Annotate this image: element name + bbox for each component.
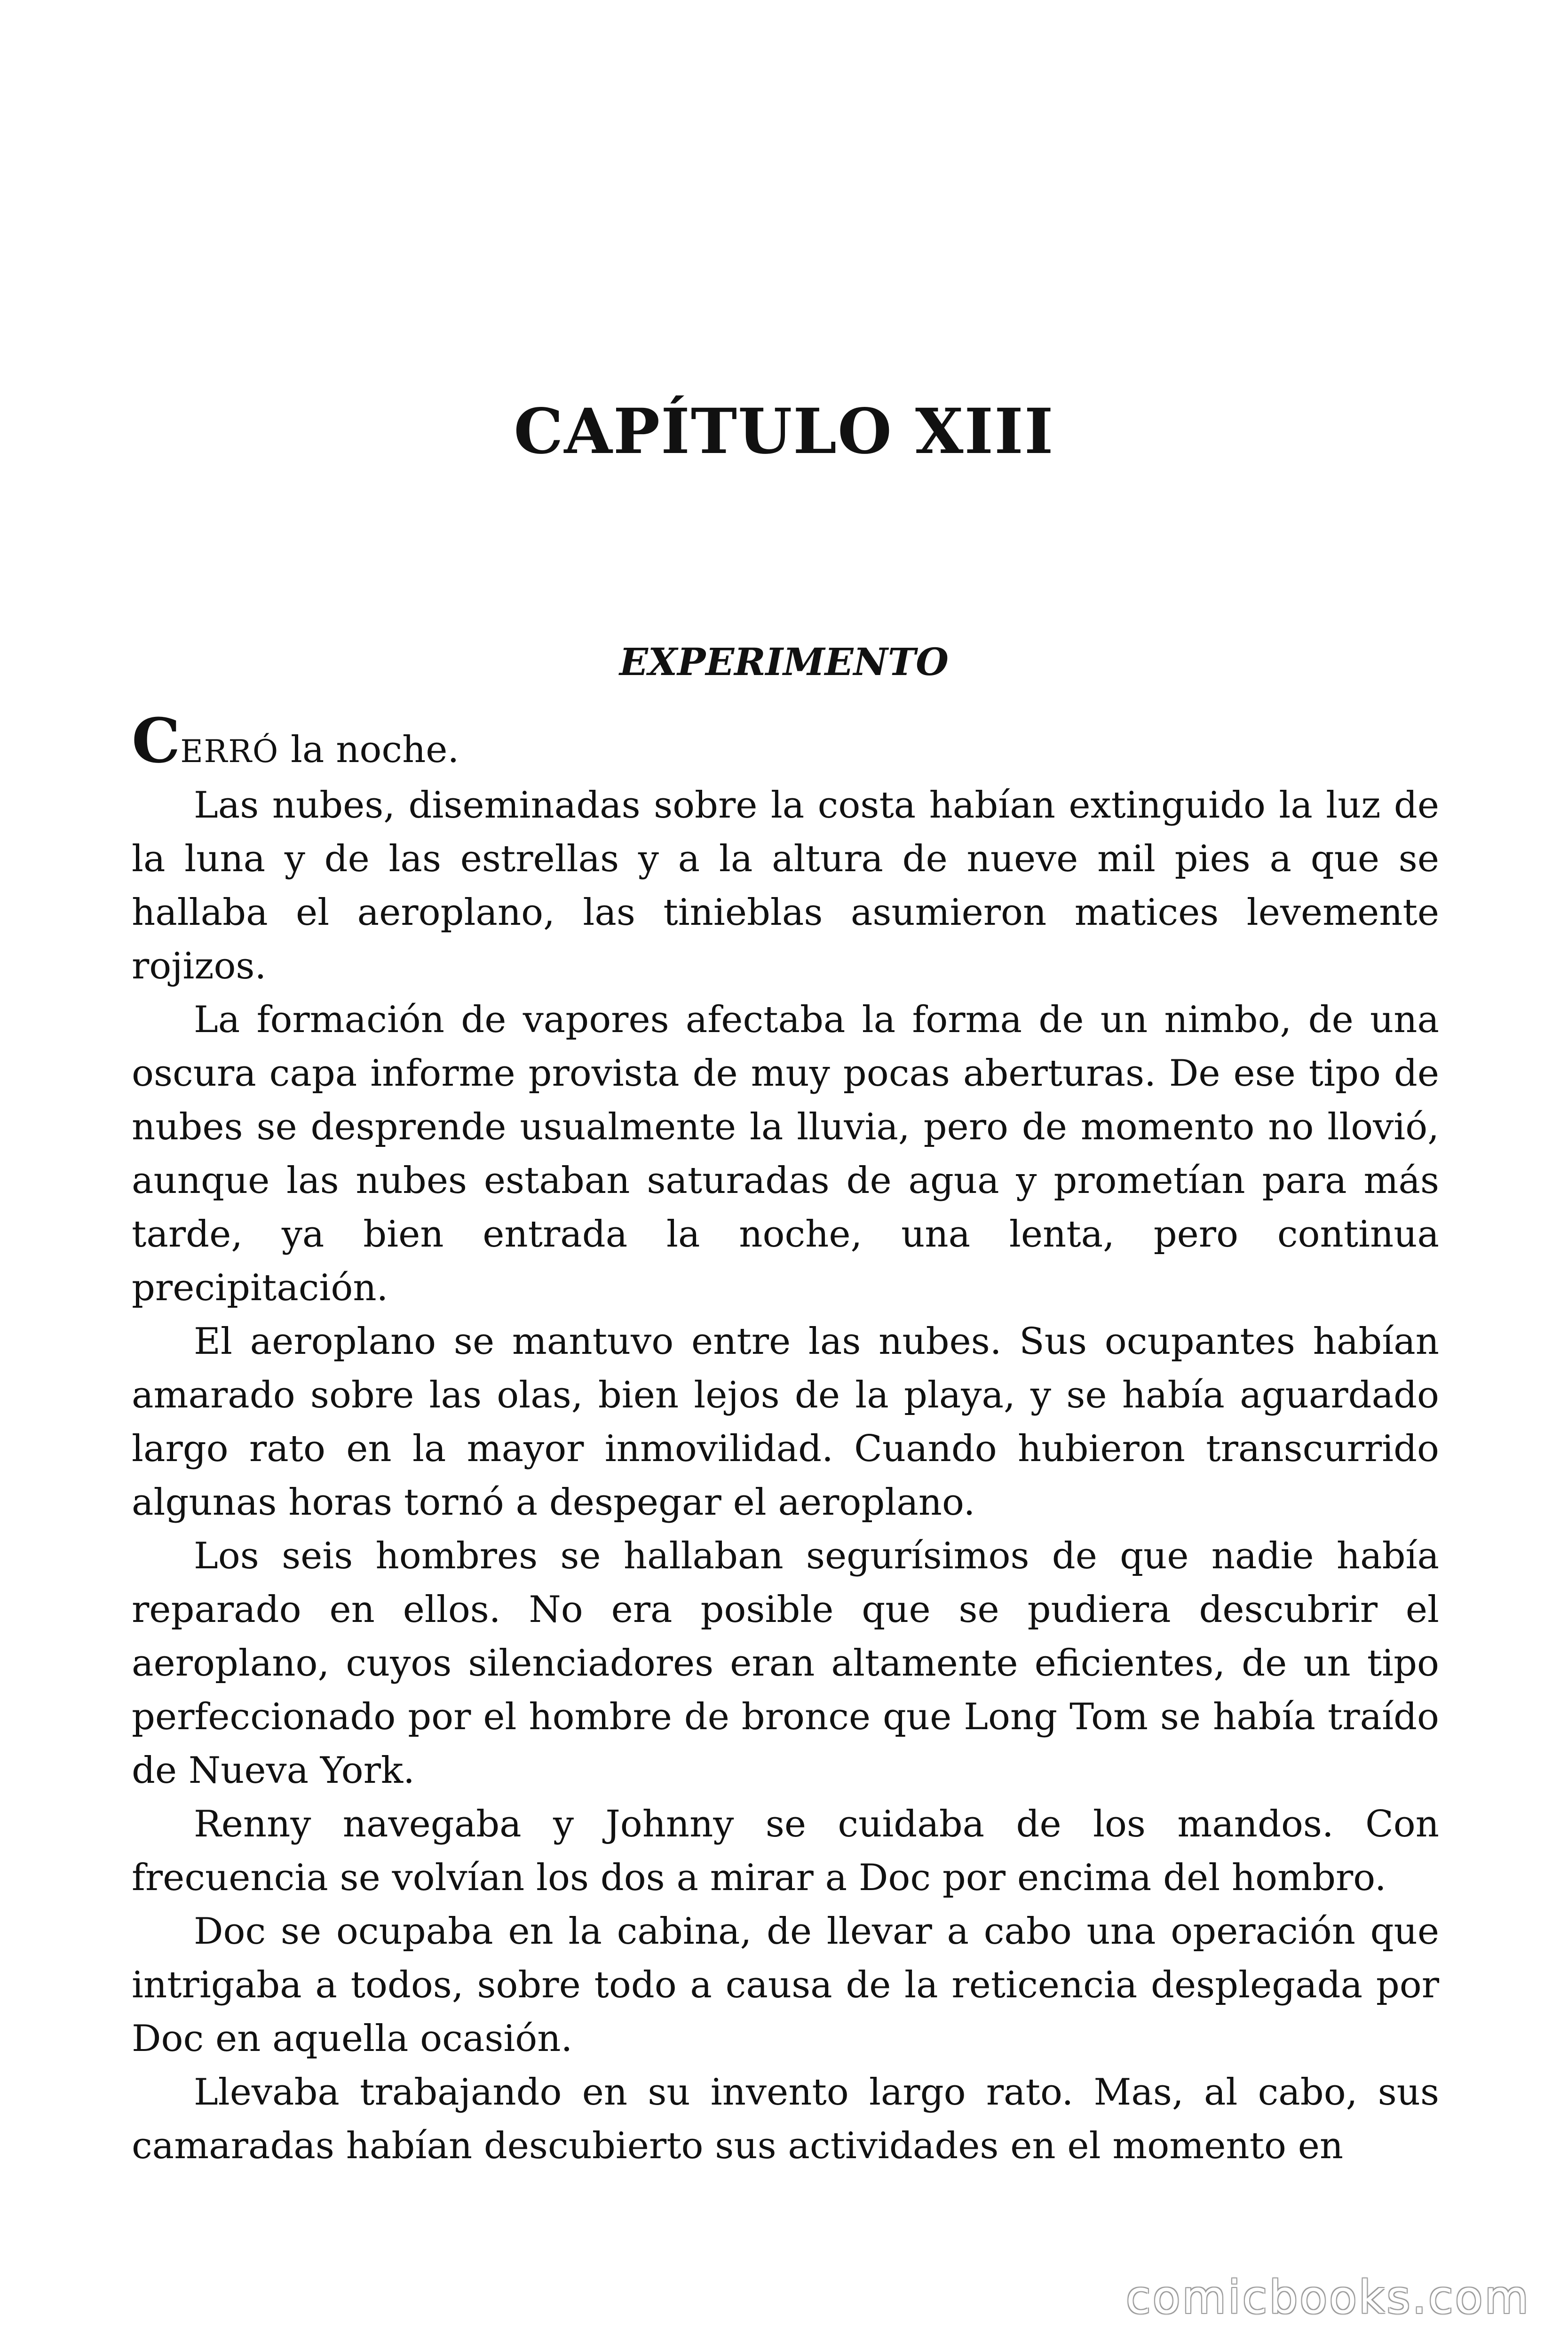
body-text xyxy=(132,705,1439,2173)
paragraph: Doc se ocupaba en la cabina, de llevar a cabo una operación que intrigaba a todos, sobre todo a causa de la reticencia desplegada por Doc en aquella ocasión. xyxy=(132,1910,1439,2060)
opening-rest: la noche. xyxy=(279,729,459,771)
paragraph: Renny navegaba y Johnny se cuidaba de los mandos. Con frecuencia se volvían los dos a mirar a Doc por encima del hombro. xyxy=(132,1803,1439,1899)
watermark: comicbooks.com xyxy=(1125,2271,1530,2324)
paragraph: Llevaba trabajando en su invento largo rato. Mas, al cabo, sus camaradas habían descubierto sus actividades en el momento en xyxy=(132,2071,1439,2167)
paragraph: La formación de vapores afectaba la forma de un nimbo, de una oscura capa informe provista de muy pocas aberturas. De ese tipo de nubes se desprende usualmente la lluvia, pero de momento no llovió, aunque las nubes estaban saturadas de agua y prometían para más tarde, ya bien entrada la noche, una lenta, pero continua precipitación. xyxy=(132,999,1439,1309)
opening-smallcaps: ERRÓ xyxy=(180,733,279,770)
chapter-title: CAPÍTULO XIII xyxy=(514,395,1054,468)
section-title: EXPERIMENTO xyxy=(619,640,949,684)
drop-cap: C xyxy=(132,705,181,777)
opening-line xyxy=(132,705,1439,779)
paragraph: Los seis hombres se hallaban segurísimos de que nadie había reparado en ellos. No era posible que se pudiera descubrir el aeroplano, cuyos silenciadores eran altamente eficientes, de un tipo perfeccionado por el hombre de bronce que Long Tom se había traído de Nueva York. xyxy=(132,1535,1439,1792)
paragraph: Las nubes, diseminadas sobre la costa habían extinguido la luz de la luna y de las estrellas y a la altura de nueve mil pies a que se hallaba el aeroplano, las tinieblas asumieron matices levemente rojizos. xyxy=(132,784,1439,987)
paragraph: El aeroplano se mantuvo entre las nubes. Sus ocupantes habían amarado sobre las olas, bien lejos de la playa, y se había aguardado largo rato en la mayor inmovilidad. Cuando hubieron transcurrido algunas horas tornó a despegar el aeroplano. xyxy=(132,1320,1439,1524)
